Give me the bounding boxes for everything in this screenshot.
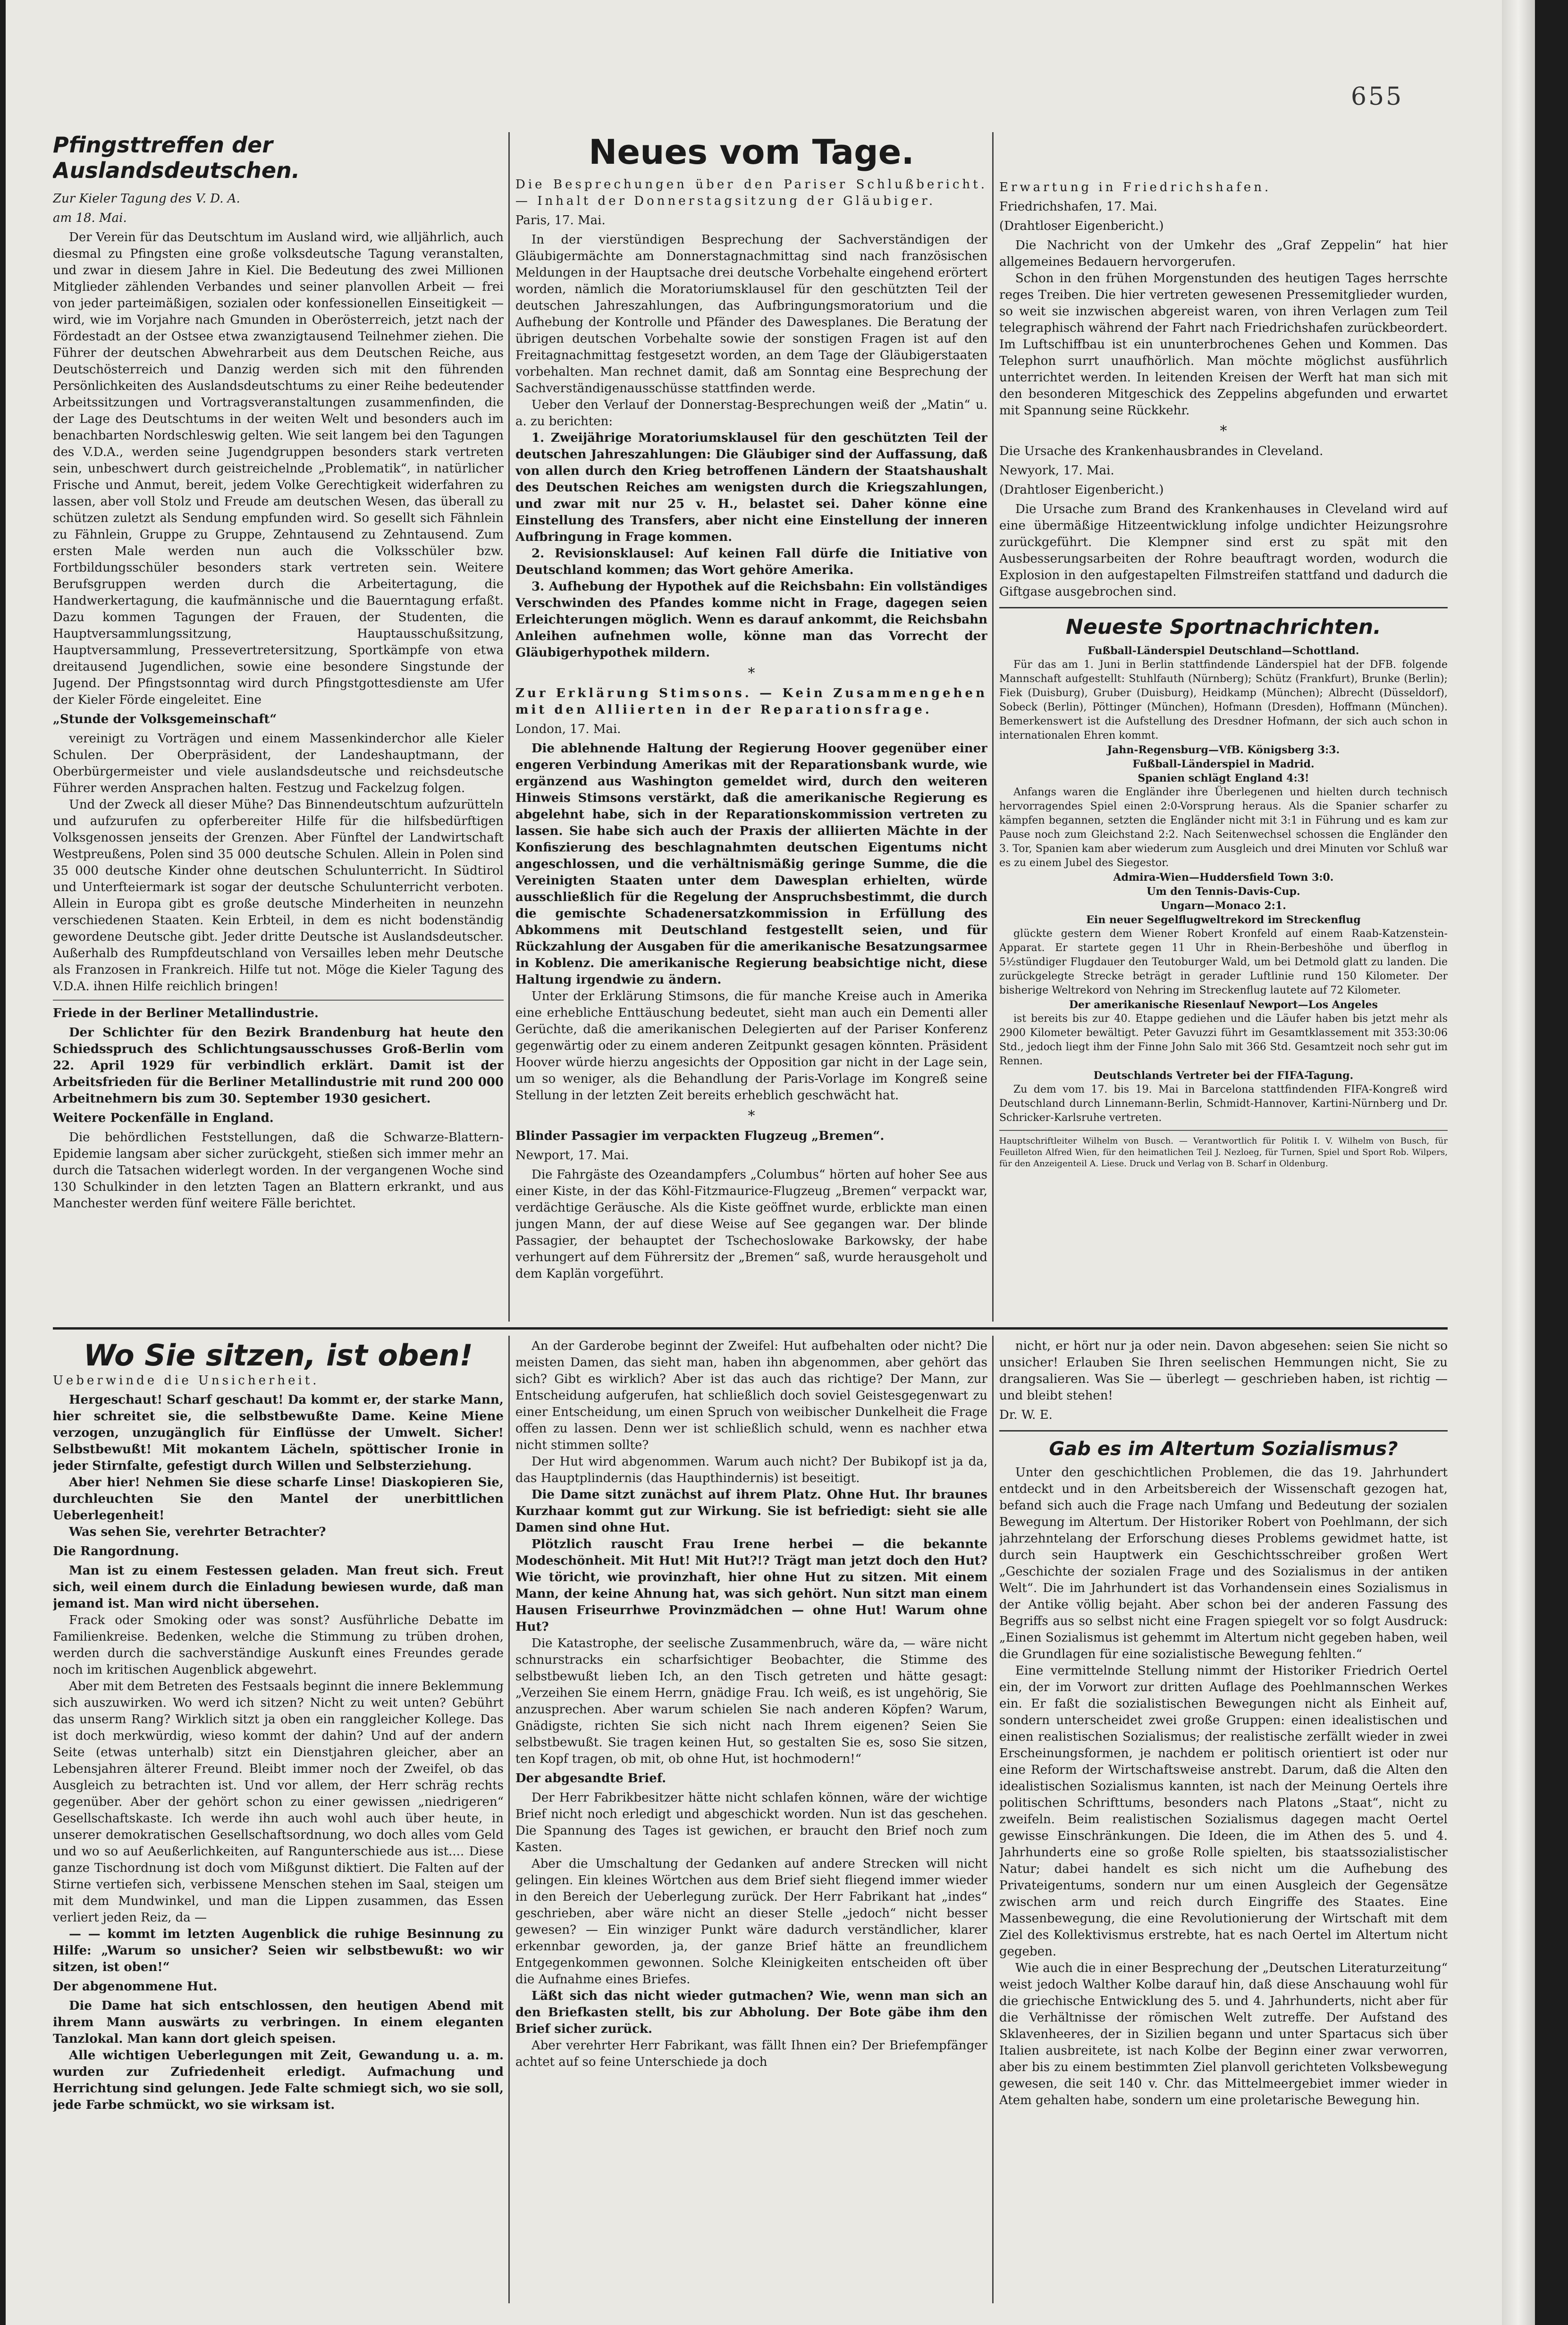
section-rule (53, 1327, 1448, 1330)
paragraph: nicht, er hört nur ja oder nein. Davon abgesehen: seien Sie nicht so unsicher! Erlauben Sie Ihren seelischen Hemmungen nicht, Sie zu drangsalieren. Was Sie — überlegt — geschrieben haben, ist richtig — und bleibt stehen! (999, 1339, 1448, 1403)
column-three (999, 179, 1448, 1322)
feuilleton-subtitle: Ueberwinde die Unsicherheit. (53, 1373, 320, 1388)
divider-asterisk: * (748, 665, 755, 682)
article-body (999, 1338, 1448, 1404)
article-body (999, 501, 1448, 600)
paragraph: Unter der Erklärung Stimsons, die für manche Kreise auch in Amerika eine erhebliche Enttäuschung bedeutet, sieht man auch ein Dementi aller Gerüchte, daß die amerikanischen Delegierten auf der Pariser Konferenz gegenwärtig oder zu einem anderen Zeitpunkt gesagen könnten. Präsident Hoover würde hierzu angesichts der Opposition gar nicht in der Lage sein, um so weniger, als die Behandlung der Paris-Vorlage im Kongreß seine Stellung in der letzten Zeit bereits erheblich geschwächt hat. (515, 989, 987, 1103)
dateline: Paris, 17. Mai. (515, 213, 606, 227)
paragraph: Man ist zu einem Festessen geladen. Man freut sich. Freut sich, weil einem durch die Einladung bewiesen wurde, daß man jemand ist. Man wird nicht übersehen. (53, 1564, 504, 1611)
column-rule (508, 132, 510, 1322)
divider-asterisk: * (1220, 423, 1227, 439)
sport-heading: Admira-Wien—Huddersfield Town 3:0. (1113, 871, 1334, 884)
paragraph: Der Verein für das Deutschtum im Ausland wird, wie alljährlich, auch diesmal zu Pfingsten eine große volksdeutsche Tagung veranstalten, und zwar in diesem Jahre in Kiel. Die Bedeutung des zwei Millionen Mitglieder zählenden Verbandes und seiner planvollen Arbeit — frei von jeder parteimäßigen, sozialen oder konfessionellen Einseitigkeit — wird, wie im Vorjahre nach Gmunden in Oberösterreich, jetzt nach der Fördestadt an der Ostsee etwa zwanzigtausend Teilnehmer ziehen. Die Führer der deutschen Abwehrarbeit aus dem Deutschen Reiche, aus Deutschösterreich und Danzig werden sich mit den führenden Persönlichkeiten des Auslandsdeutschtums zu einer Reihe bedeutender Arbeitssitzungen und Vortragsveranstaltungen zusammenfinden, die der Lage des Deutschtums in der weiten Welt und besonders auch im benachbarten Nordschleswig gelten. Wie seit langem bei den Tagungen des V.D.A., werden seine Jugendgruppen besonders stark vertreten sein, unbeschwert durch geistreichelnde „Problematik“, in natürlicher Frische und Anmut, bereit, jedem Volke Gerechtigkeit widerfahren zu lassen, aber voll Stolz und Freude am deutschen Wesen, das überall zu schützen zuletzt als Sendung empfunden wird. So gesellt sich Fähnlein zu Fähnlein, Gruppe zu Gruppe, Zehntausend zu Zehntausend. Zum ersten Male werden nun auch die Volksschüler bzw. Fortbildungsschüler besonders stark vertreten sein. Weitere Berufsgruppen werden durch die Arbeitertagung, die Handwerkertagung, die kaufmännische und die Bauerntagung erfaßt. Dazu kommen Tagungen der Frauen, der Studenten, die Hauptversammlungssitzung, Hauptausschußsitzung, Hauptversammlung, Pressevertretersitzung, Sportkämpfe von etwa dreitausend Jugendlichen, sowie eine besondere Singstunde der Jugend. Der Pfingstsonntag wird durch Pfingstgottesdienste am Ufer der Kieler Förde eingeleitet. Eine (53, 230, 504, 707)
paragraph: Alle wichtigen Ueberlegungen mit Zeit, Gewandung u. a. m. wurden zur Zufriedenheit erledigt. Aufmachung und Herrichtung sind gelungen. Jede Falte schmiegt sich, wo sie soll, jede Farbe schmückt, wo sie wirksam ist. (53, 2048, 504, 2112)
page-edge (1502, 0, 1535, 2325)
paragraph: Hergeschaut! Scharf geschaut! Da kommt er, der starke Mann, hier schreitet sie, die selbstbewußte Dame. Keine Miene verzogen, unzugänglich für Einflüsse der Umwelt. Sicher! Selbstbewußt! Mit mokantem Lächeln, spöttischer Ironie in jeder Stirnfalte, gefestigt durch Willen und Selbsterziehung. (53, 1393, 504, 1473)
divider (999, 1430, 1448, 1432)
divider (999, 607, 1448, 608)
newspaper-page (6, 0, 1535, 2325)
article-body (515, 1338, 987, 1768)
article-title: Pfingsttreffen der Auslandsdeutschen. (53, 132, 300, 183)
paragraph: vereinigt zu Vorträgen und einem Massenkinderchor alle Kieler Schulen. Der Oberpräsident, der Landeshauptmann, der Oberbürgermeister und viele auslandsdeutsche und reichsdeutsche Führer werden Ansprachen halten. Festzug und Fackelzug folgen. (53, 732, 504, 795)
section-heading: Friede in der Berliner Metallindustrie. (53, 1006, 319, 1020)
section-heading: Die Ursache des Krankenhausbrandes in Cleveland. (999, 444, 1324, 458)
paragraph: Aber hier! Nehmen Sie diese scharfe Linse! Diaskopieren Sie, durchleuchten Sie den Mantel der unerbittlichen Ueberlegenheit! (53, 1475, 504, 1523)
section-title: Neues vom Tage. (589, 132, 914, 172)
paragraph: Die behördlichen Feststellungen, daß die Schwarze-Blattern-Epidemie langsam aber sicher zurückgeht, stießen sich immer mehr an durch die Tatsachen widerlegt worden. In der vergangenen Woche sind 130 Schulkinder in den letzten Tagen an Blattern erkrankt, und aus Manchester werden fünf weitere Fälle berichtet. (53, 1130, 504, 1211)
article-body (53, 1563, 504, 1976)
paragraph: An der Garderobe beginnt der Zweifel: Hut aufbehalten oder nicht? Die meisten Damen, das sieht man, haben ihn abgenommen, aber gehört das sich? Gibt es wirklich? Aber ist das auch das richtige? Der Mann, zur Entscheidung aufgerufen, hat schließlich doch soviel Geistesgegenwart zu einer Entscheidung, um einen Spruch von weibischer Dunkelheit die Frage offen zu lassen. Denn wer ist schließlich schuld, wenn es nachher etwa nicht stimmen sollte? (515, 1339, 987, 1452)
sport-heading: Ungarn—Monaco 2:1. (1161, 900, 1286, 912)
divider-asterisk: * (748, 1108, 755, 1124)
sport-title: Neueste Sportnachrichten. (1066, 615, 1381, 639)
article-wo-sie-sitzen (53, 1338, 504, 2306)
article-body (999, 237, 1448, 419)
dateline: London, 17. Mai. (515, 722, 621, 736)
article-sozialismus (999, 1338, 1448, 2306)
source-note: (Drahtloser Eigenbericht.) (999, 483, 1164, 497)
paragraph: Aber verehrter Herr Fabrikant, was fällt Ihnen ein? Der Briefempfänger achtet auf so feine Unterschiede ja doch (515, 2039, 987, 2069)
paragraph: Wie auch die in einer Besprechung der „Deutschen Literaturzeitung“ weist jedoch Walther Kolbe darauf hin, daß diese Anschauung wohl für die griechische Entwicklung des 5. und 4. Jahrhunderts, nicht aber für die Verhältnisse der römischen Welt zutreffe. Der Aufstand des Sklavenheeres, der in Sizilien begann und unter Spartacus sich über Italien ausbreitete, ist nach Kolbe der Beginn einer zwar verworren, aber bis zu einem bestimmten Ziel planvoll gerichteten Volksbewegung gewesen, die seit 140 v. Chr. das Mittelmeergebiet immer wieder in Atem gehalten habe, sondern um eine proletarische Bewegung hin. (999, 1961, 1448, 2107)
paragraph: — — kommt im letzten Augenblick die ruhige Besinnung zu Hilfe: „Warum so unsicher? Seien wir selbstbewußt: wo wir sitzen, ist oben!“ (53, 1927, 504, 1974)
article-body (53, 1998, 504, 2114)
section-heading: Zur Erklärung Stimsons. — Kein Zusammengehen mit den Alliierten in der Reparationsfrage. (515, 686, 987, 717)
paragraph: Die Fahrgäste des Ozeandampfers „Columbus“ hörten auf hoher See aus einer Kiste, in der das Köhl-Fitzmaurice-Flugzeug „Bremen“ verpackt war, verdächtige Geräusche. Als die Kiste geöffnet wurde, erblickte man einen jungen Mann, der auf diese Weise auf See gegangen war. Der blinde Passagier, der behauptet der Tschechoslowake Barkowsky, der habe verhungert auf dem Führersitz der „Bremen“ saß, wurde herausgeholt und dem Kaplän vorgeführt. (515, 1168, 987, 1281)
paragraph: Ueber den Verlauf der Donnerstag-Besprechungen weiß der „Matin“ u. a. zu berichten: (515, 398, 987, 429)
paragraph: Aber mit dem Betreten des Festsaals beginnt die innere Beklemmung sich auszuwirken. Wo werd ich sitzen? Nicht zu weit unten? Gebührt das unserm Rang? Wirklich sitzt ja oben ein ranggleicher Kollege. Das ist doch merkwürdig, wieso kommt der dahin? Und auf der andern Seite (etwas unterhalb) sitzt ein Dienstjahren gleicher, aber an Lebensjahren älterer Freund. Bleibt immer noch der Zweifel, ob das Ausgleich zu betrachten ist. Und vor allem, der Herr schräg rechts gegenüber. Aber der gehört schon zu einer gewissen „niedrigeren“ Gesellschaftskaste. Ich werde ihn auch wohl auch über heute, in unserer demokratischen Gesellschaftsordnung, wo doch alles vom Geld und wo so auf Aeußerlichkeiten, auf Rangunterschiede aus ist.... Diese ganze Tischordnung ist doch vom Mißgunst diktiert. Die Falten auf der Stirne vertiefen sich, verbissene Menschen stehen im Saal, steigen um mit dem Mundwinkel, und man die Lippen zusammen, das Essen verliert jeden Reiz, da — (53, 1679, 504, 1925)
sport-heading: Um den Tennis-Davis-Cup. (1146, 885, 1300, 898)
paragraph: Läßt sich das nicht wieder gutmachen? Wie, wenn man sich an den Briefkasten stellt, bis zur Abholung. Der Bote gäbe ihm den Brief sicher zurück. (515, 1989, 987, 2036)
sport-heading: Der amerikanische Riesenlauf Newport—Los Angeles (1069, 999, 1378, 1011)
paragraph: 1. Zweijährige Moratoriumsklausel für den geschützten Teil der deutschen Jahreszahlungen: Die Gläubiger sind der Auffassung, daß von allen durch den Krieg betroffenen Ländern der Staatshaushalt des Deutschen Reiches am wenigsten durch die Kriegszahlungen, und zwar mit nur 25 v. H., belastet sei. Daher könne eine Einstellung des Transfers, aber nicht eine Einstellung der inneren Aufbringung in Frage kommen. (515, 431, 987, 544)
sport-heading: Fußball-Länderspiel in Madrid. (1132, 758, 1315, 770)
paragraph: Die Katastrophe, der seelische Zusammenbruch, wäre da, — wäre nicht schnurstracks ein scharfsichtiger Beobachter, die Stimme des selbstbewußt lieben Ich, an den Tisch getreten und hätte gesagt: „Verzeihen Sie einem Herrn, gnädige Frau. Ich weiß, es ist ungehörig, Sie anzusprechen. Aber warum schielen Sie nach anderen Köpfen? Warum, Gnädigste, richten Sie sich nicht nach Ihrem eigenen? Seien Sie selbstbewußt. Sie tragen keinen Hut, so gestalten Sie es, soso Sie sitzen, ten Kopf tragen, ob mit, ob ohne Hut, ist hochmodern!“ (515, 1636, 987, 1766)
paragraph: Aber die Umschaltung der Gedanken auf andere Strecken will nicht gelingen. Ein kleines Wörtchen aus dem Brief sieht fliegend immer wieder in den Bereich der Ueberlegung zurück. Der Herr Fabrikant hat „indes“ geschrieben, aber wäre nicht an dieser Stelle „jedoch“ nicht besser gewesen? — Ein winziger Punkt wäre dadurch verständlicher, klarer erkennbar geworden, ja, der ganze Brief hätte an freundlichem Entgegenkommen gewonnen. Solche Kleinigkeiten entscheiden oft über die Aufnahme eines Briefes. (515, 1857, 987, 1987)
dateline: Newport, 17. Mai. (515, 1148, 629, 1162)
paragraph: Der Hut wird abgenommen. Warum auch nicht? Der Bubikopf ist ja da, das Hauptplindernis (das Haupthindernis) ist beseitigt. (515, 1455, 987, 1485)
paragraph: Die Ursache zum Brand des Krankenhauses in Cleveland wird auf eine übermäßige Hitzeentwicklung infolge undichter Heizungsrohre zurückgeführt. Die Klempner sind erst zu spät mit den Ausbesserungsarbeiten der Rohre beauftragt worden, wodurch die Explosion in den aufgestapelten Filmstreifen stattfand und dadurch die Giftgase ausgebrochen sind. (999, 502, 1448, 599)
quote-heading: „Stunde der Volksgemeinschaft“ (53, 712, 277, 726)
article-body (515, 1790, 987, 2071)
article-subtitle: Zur Kieler Tagung des V. D. A. (53, 192, 240, 206)
sport-heading: Spanien schlägt England 4:3! (1138, 772, 1309, 784)
paragraph: Die ablehnende Haltung der Regierung Hoover gegenüber einer engeren Verbindung Amerikas mit der Reparationsbank wurde, wie ergänzend aus Washington gemeldet wird, durch den weiteren Hinweis Stimsons verstärkt, daß die amerikanische Regierung es abgelehnt habe, sich in der Reparationskommission vertreten zu lassen. Sie habe sich auch der Praxis der alliierten Mächte in der Konfiszierung des beschlagnahmten deutschen Eigentums nicht angeschlossen, und die verhältnismäßig geringe Summe, die die Vereinigten Staaten unter dem Dawesplan erhielten, würde ausschließlich für die Regelung der Anspruchsbestimmt, die durch die gemischte Schadenersatzkommission in Erfüllung des Abkommens mit Deutschland festgestellt seien, und für Rückzahlung der Ausgaben für die amerikanische Besatzungsarmee in Koblenz. Die amerikanische Regierung beabsichtige nicht, diese Haltung irgendwie zu ändern. (515, 741, 987, 987)
paragraph: glückte gestern dem Wiener Robert Kronfeld auf einem Raab-Katzenstein-Apparat. Er startete gegen 11 Uhr in Rhein-Berbeshöhe und überflog in 5½stündiger Flugdauer den Teutoburger Wald, um bei Detmold glatt zu landen. Die zurückgelegte Strecke beträgt in gerader Luftlinie rund 150 Kilometer. Der bisherige Weltrekord von Nehring im Streckenflug lautete auf 72 Kilometer. (999, 928, 1448, 996)
source-note: (Drahtloser Eigenbericht.) (999, 219, 1164, 233)
paragraph: In der vierstündigen Besprechung der Sachverständigen der Gläubigermächte am Donnerstagnachmittag sind nach französischen Meldungen in der Hauptsache drei deutsche Vorbehalte eingehend erörtert worden, nämlich die Moratoriumsklausel für den geschützten Teil der deutschen Jahreszahlungen, das Aufbringungsmoratorium und die Aufhebung der Kontrolle und Pfänder des Dawesplanes. Die Beratung der übrigen deutschen Vorbehalte sowie der sonstigen Fragen ist auf den Freitagnachmittag festgesetzt worden, an dem Tage der Gläubigerstaaten vorbehalten. Man rechnet damit, daß am Sonntag eine Besprechung der Sachverständigenausschüsse stattfinden werde. (515, 233, 987, 396)
article-wo-sie-sitzen-continued (515, 1338, 987, 2306)
divider (999, 1130, 1448, 1131)
paragraph: Die Dame hat sich entschlossen, den heutigen Abend mit ihrem Mann auswärts zu verbringen. In einem eleganten Tanzlokal. Man kann dort gleich speisen. (53, 1999, 504, 2046)
paragraph: Anfangs waren die Engländer ihre Überlegenen und hielten durch technisch hervorragendes Spiel einen 2:0-Vorsprung heraus. Als die Spanier scharfer zu kämpfen begannen, setzten die Engländer nicht mit 3:1 in Führung und es kam zur Pause noch zum Gleichstand 2:2. Nach Seitenwechsel schossen die Engländer den 3. Tor, Spanien kam aber wiederum zum Ausgleich und drei Minuten vor Schluß war es zu einem Jubel des Siegestor. (999, 786, 1448, 869)
section-heading: Erwartung in Friedrichshafen. (999, 180, 1272, 194)
paragraph: 2. Revisionsklausel: Auf keinen Fall dürfe die Initiative von Deutschland kommen; das Wort gehöre Amerika. (515, 547, 987, 577)
paragraph: Zu dem vom 17. bis 19. Mai in Barcelona stattfindenden FIFA-Kongreß wird Deutschland durch Linnemann-Berlin, Schmidt-Hannover, Kartini-Nürnberg und Dr. Schricker-Karlsruhe vertreten. (999, 1084, 1448, 1124)
paragraph: Der Herr Fabrikbesitzer hätte nicht schlafen können, wäre der wichtige Brief nicht noch erledigt und abgeschickt worden. Nun ist das geschehen. Die Spannung des Tages ist gewichen, er braucht den Brief noch zum Kasten. (515, 1791, 987, 1854)
paragraph: Unter den geschichtlichen Problemen, die das 19. Jahrhundert entdeckt und in den Arbeitsbereich der Wissenschaft gezogen hat, befand sich auch die Frage nach Umfang und Bedeutung der sozialen Bewegung im Altertum. Der Historiker Robert von Poehlmann, der sich jahrzehntelang der Erforschung dieses Problems gewidmet hatte, ist durch sein Hauptwerk ein Geschichtsschreiber großen Wert „Geschichte der sozialen Frage und des Sozialismus in der antiken Welt“. Die im Jahrhundert ist das Vorhandensein eines Sozialismus in der Antike völlig bejaht. Aber schon bei der anderen Fassung des Begriffs aus so selbst nicht eine Fragen spiegelt vor so folgt Ausdruck: „Einen Sozialismus ist gehemmt im Altertum nicht gegeben haben, weil die Grundlagen für eine sozialistische Bewegung fehlten.“ (999, 1466, 1448, 1661)
article-pfingsttreffen (53, 132, 504, 1322)
section-heading: Blinder Passagier im verpackten Flugzeug „Bremen“. (515, 1129, 885, 1143)
section-heading: Weitere Pockenfälle in England. (53, 1111, 274, 1125)
section-heading: Der abgenommene Hut. (53, 1980, 218, 1994)
sport-heading: Deutschlands Vertreter bei der FIFA-Tagung. (1093, 1070, 1354, 1082)
article-body (515, 741, 987, 1104)
section-heading: Die Rangordnung. (53, 1544, 179, 1558)
column-rule (992, 1336, 994, 2303)
paragraph: Plötzlich rauscht Frau Irene herbei — die bekannte Modeschönheit. Mit Hut! Mit Hut?!? Trägt man jetzt doch den Hut? Wie töricht, wie provinzhaft, hier ohne Hut zu sitzen. Mit einem Mann, der keine Ahnung hat, was sich gehört. Nun sitzt man einem Hausen Friseurrhwe Provinzmädchen — ohne Hut! Warum ohne Hut? (515, 1537, 987, 1634)
article-body (999, 1465, 1448, 2109)
column-rule (508, 1336, 510, 2303)
paragraph: Schon in den frühen Morgenstunden des heutigen Tages herrschte reges Treiben. Die hier vertreten gewesenen Pressemitglieder wurden, so weit sie inzwischen abgereist waren, von ihren Verlagen zum Teil telegraphisch während der Fahrt nach Friedrichshafen zurückbeordert. Im Luftschiffbau ist ein ununterbrochenes Gehen und Kommen. Das Telephon surrt unaufhörlich. Man möchte möglichst ausführlich unterrichtet werden. In leitenden Kreisen der Werft hat man sich mit den besonderen Mitgeschick des Zeppelins abgefunden und erwartet mit Spannung seine Rückkehr. (999, 271, 1448, 418)
article-date: am 18. Mai. (53, 211, 127, 225)
author: Dr. W. E. (999, 1408, 1053, 1422)
article-body (515, 232, 987, 661)
imprint: Hauptschriftleiter Wilhelm von Busch. — Verantwortlich für Politik I. V. Wilhelm von Busch, für Feuilleton Alfred Wien, für den heimatlichen Teil J. Nezloeg, für Turnen, Spiel und Sport Rob. Wilpers, für den Anzeigenteil A. Liese. Druck und Verlag von B. Scharf in Oldenburg. (999, 1136, 1448, 1169)
paragraph: Eine vermittelnde Stellung nimmt der Historiker Friedrich Oertel ein, der im Vorwort zur dritten Auflage des Poehlmannschen Werkes ein. Er faßt die sozialistischen Bewegungen nicht als Einheit auf, sondern unterscheidet zwei große Gruppen: einen idealistischen und einen realistischen Sozialismus; der realistische zerfällt wieder in zwei Erscheinungsformen, je nachdem er politisch orientiert ist oder nur eine Reform der Wirtschaftsweise anstrebt. Darum, daß die Alten den idealistischen Sozialismus kannten, ist nach der Meinung Oertels ihre politischen Schrifttums, besonders nach Platons „Staat“, nicht zu zweifeln. Beim realistischen Sozialismus dagegen macht Oertel gewisse Einschränkungen. Die Ideen, die im Athen des 5. und 4. Jahrhunderts eine so große Rolle spielten, bis staatssozialistischer Natur; dabei handelt es sich nicht um die Aufhebung des Privateigentums, sondern nur um einen Ausgleich der Gegensätze zwischen arm und reich durch Eingriffe des Staates. Eine Massenbewegung, die eine Revolutionierung der Wirtschaft mit dem Ziel des Kollektivismus erstrebte, hat es nach Oertel im Altertum nicht gegeben. (999, 1664, 1448, 1959)
section-heading: Der abgesandte Brief. (515, 1771, 666, 1786)
sport-heading: Fußball-Länderspiel Deutschland—Schottland. (1087, 645, 1359, 657)
dateline: Newyork, 17. Mai. (999, 463, 1114, 478)
paragraph: Und der Zweck all dieser Mühe? Das Binnendeutschtum aufzurütteln und aufzurufen zu opferbereiter Hilfe für die hilfsbedürftigen Volksgenossen jenseits der Grenzen. Aber Fünftel der Landwirtschaft Westpreußens, Polen sind 35 000 deutsche Schulen. Allein in Polen sind 35 000 deutsche Kinder ohne deutschen Schulunterricht. In Südtirol und Unterfteiermark ist sogar der deutsche Schulunterricht verboten. Allein in Europa gibt es große deutsche Minderheiten in neunzehn verschiedenen Staaten. Kein Erbteil, in dem es nicht bodenständig gewordene Deutsche gibt. Jeder dritte Deutsche ist Auslandsdeutscher. Außerhalb des Rumpfdeutschland von Versailles leben mehr Deutsche als Franzosen in Frankreich. Hilfe tut not. Möge die Kieler Tagung des V.D.A. ihnen Hilfe reichlich bringen! (53, 798, 504, 994)
article-body (53, 1025, 504, 1107)
article-body (515, 1167, 987, 1282)
dateline: Friedrichshafen, 17. Mai. (999, 200, 1158, 214)
sport-news (999, 644, 1448, 1125)
paragraph: Frack oder Smoking oder was sonst? Ausführliche Debatte im Familienkreise. Bedenken, welche die Stimmung zu trüben drohen, werden durch die sachverständige Auskunft eines Freundes gerade noch im kritischen Augenblick abgewehrt. (53, 1613, 504, 1677)
sport-heading: Ein neuer Segelflugweltrekord im Streckenflug (1086, 914, 1361, 926)
column-rule (992, 132, 994, 1322)
article-body (53, 229, 504, 708)
article-subtitle: Die Besprechungen über den Pariser Schlußbericht. — Inhalt der Donnerstagsitzung der Gläubiger. (515, 177, 987, 208)
feuilleton-title: Wo Sie sitzen, ist oben! (84, 1338, 473, 1373)
page-number: 655 (1351, 83, 1404, 111)
article-neues-vom-tage (515, 132, 987, 1322)
paragraph: ist bereits bis zur 40. Etappe gediehen und die Läufer haben bis jetzt mehr als 2900 Kilometer bewältigt. Peter Gavuzzi führt im Gesamtklassement mit 353:30:06 Std., jedoch liegt ihm der Finne John Salo mit 366 Std. Gesamtzeit noch sehr gut im Rennen. (999, 1013, 1448, 1067)
paragraph: Die Nachricht von der Umkehr des „Graf Zeppelin“ hat hier allgemeines Bedauern hervorgerufen. (999, 238, 1448, 269)
article-body (53, 1392, 504, 1541)
divider (53, 1000, 504, 1001)
article-title: Gab es im Altertum Sozialismus? (1049, 1438, 1398, 1460)
paragraph: 3. Aufhebung der Hypothek auf die Reichsbahn: Ein vollständiges Verschwinden des Pfandes komme nicht in Frage, dagegen seien Erleichterungen möglich. Wenn es darauf ankommt, die Reichsbahn Anleihen aufnehmen wolle, könne man das Vorrecht der Gläubigerhypothek mildern. (515, 580, 987, 660)
paragraph: Für das am 1. Juni in Berlin stattfindende Länderspiel hat der DFB. folgende Mannschaft aufgestellt: Stuhlfauth (Nürnberg); Schütz (Frankfurt), Brunke (Berlin); Fiek (Duisburg), Gruber (Duisburg), Heidkamp (München); Albrecht (Düsseldorf), Sobeck (Berlin), Pöttinger (München), Hofmann (Dresden), Hoffmann (München). Bemerkenswert ist die Aufstellung des Dresdner Hofmann, der sich auch schon in internationalen Ehren kommt. (999, 659, 1448, 741)
paragraph: Der Schlichter für den Bezirk Brandenburg hat heute den Schiedsspruch des Schlichtungsausschusses Groß-Berlin vom 22. April 1929 für verbindlich erklärt. Damit ist der Arbeitsfrieden für die Berliner Metallindustrie mit rund 200 000 Arbeitnehmern bis zum 30. September 1930 gesichert. (53, 1026, 504, 1106)
article-body (53, 731, 504, 995)
paragraph: Was sehen Sie, verehrter Betrachter? (69, 1525, 326, 1539)
paragraph: Die Dame sitzt zunächst auf ihrem Platz. Ohne Hut. Ihr braunes Kurzhaar kommt gut zur Wirkung. Sie ist befriedigt: sieht sie alle Damen sind ohne Hut. (515, 1488, 987, 1535)
article-body (53, 1129, 504, 1212)
sport-heading: Jahn-Regensburg—VfB. Königsberg 3:3. (1107, 744, 1340, 756)
